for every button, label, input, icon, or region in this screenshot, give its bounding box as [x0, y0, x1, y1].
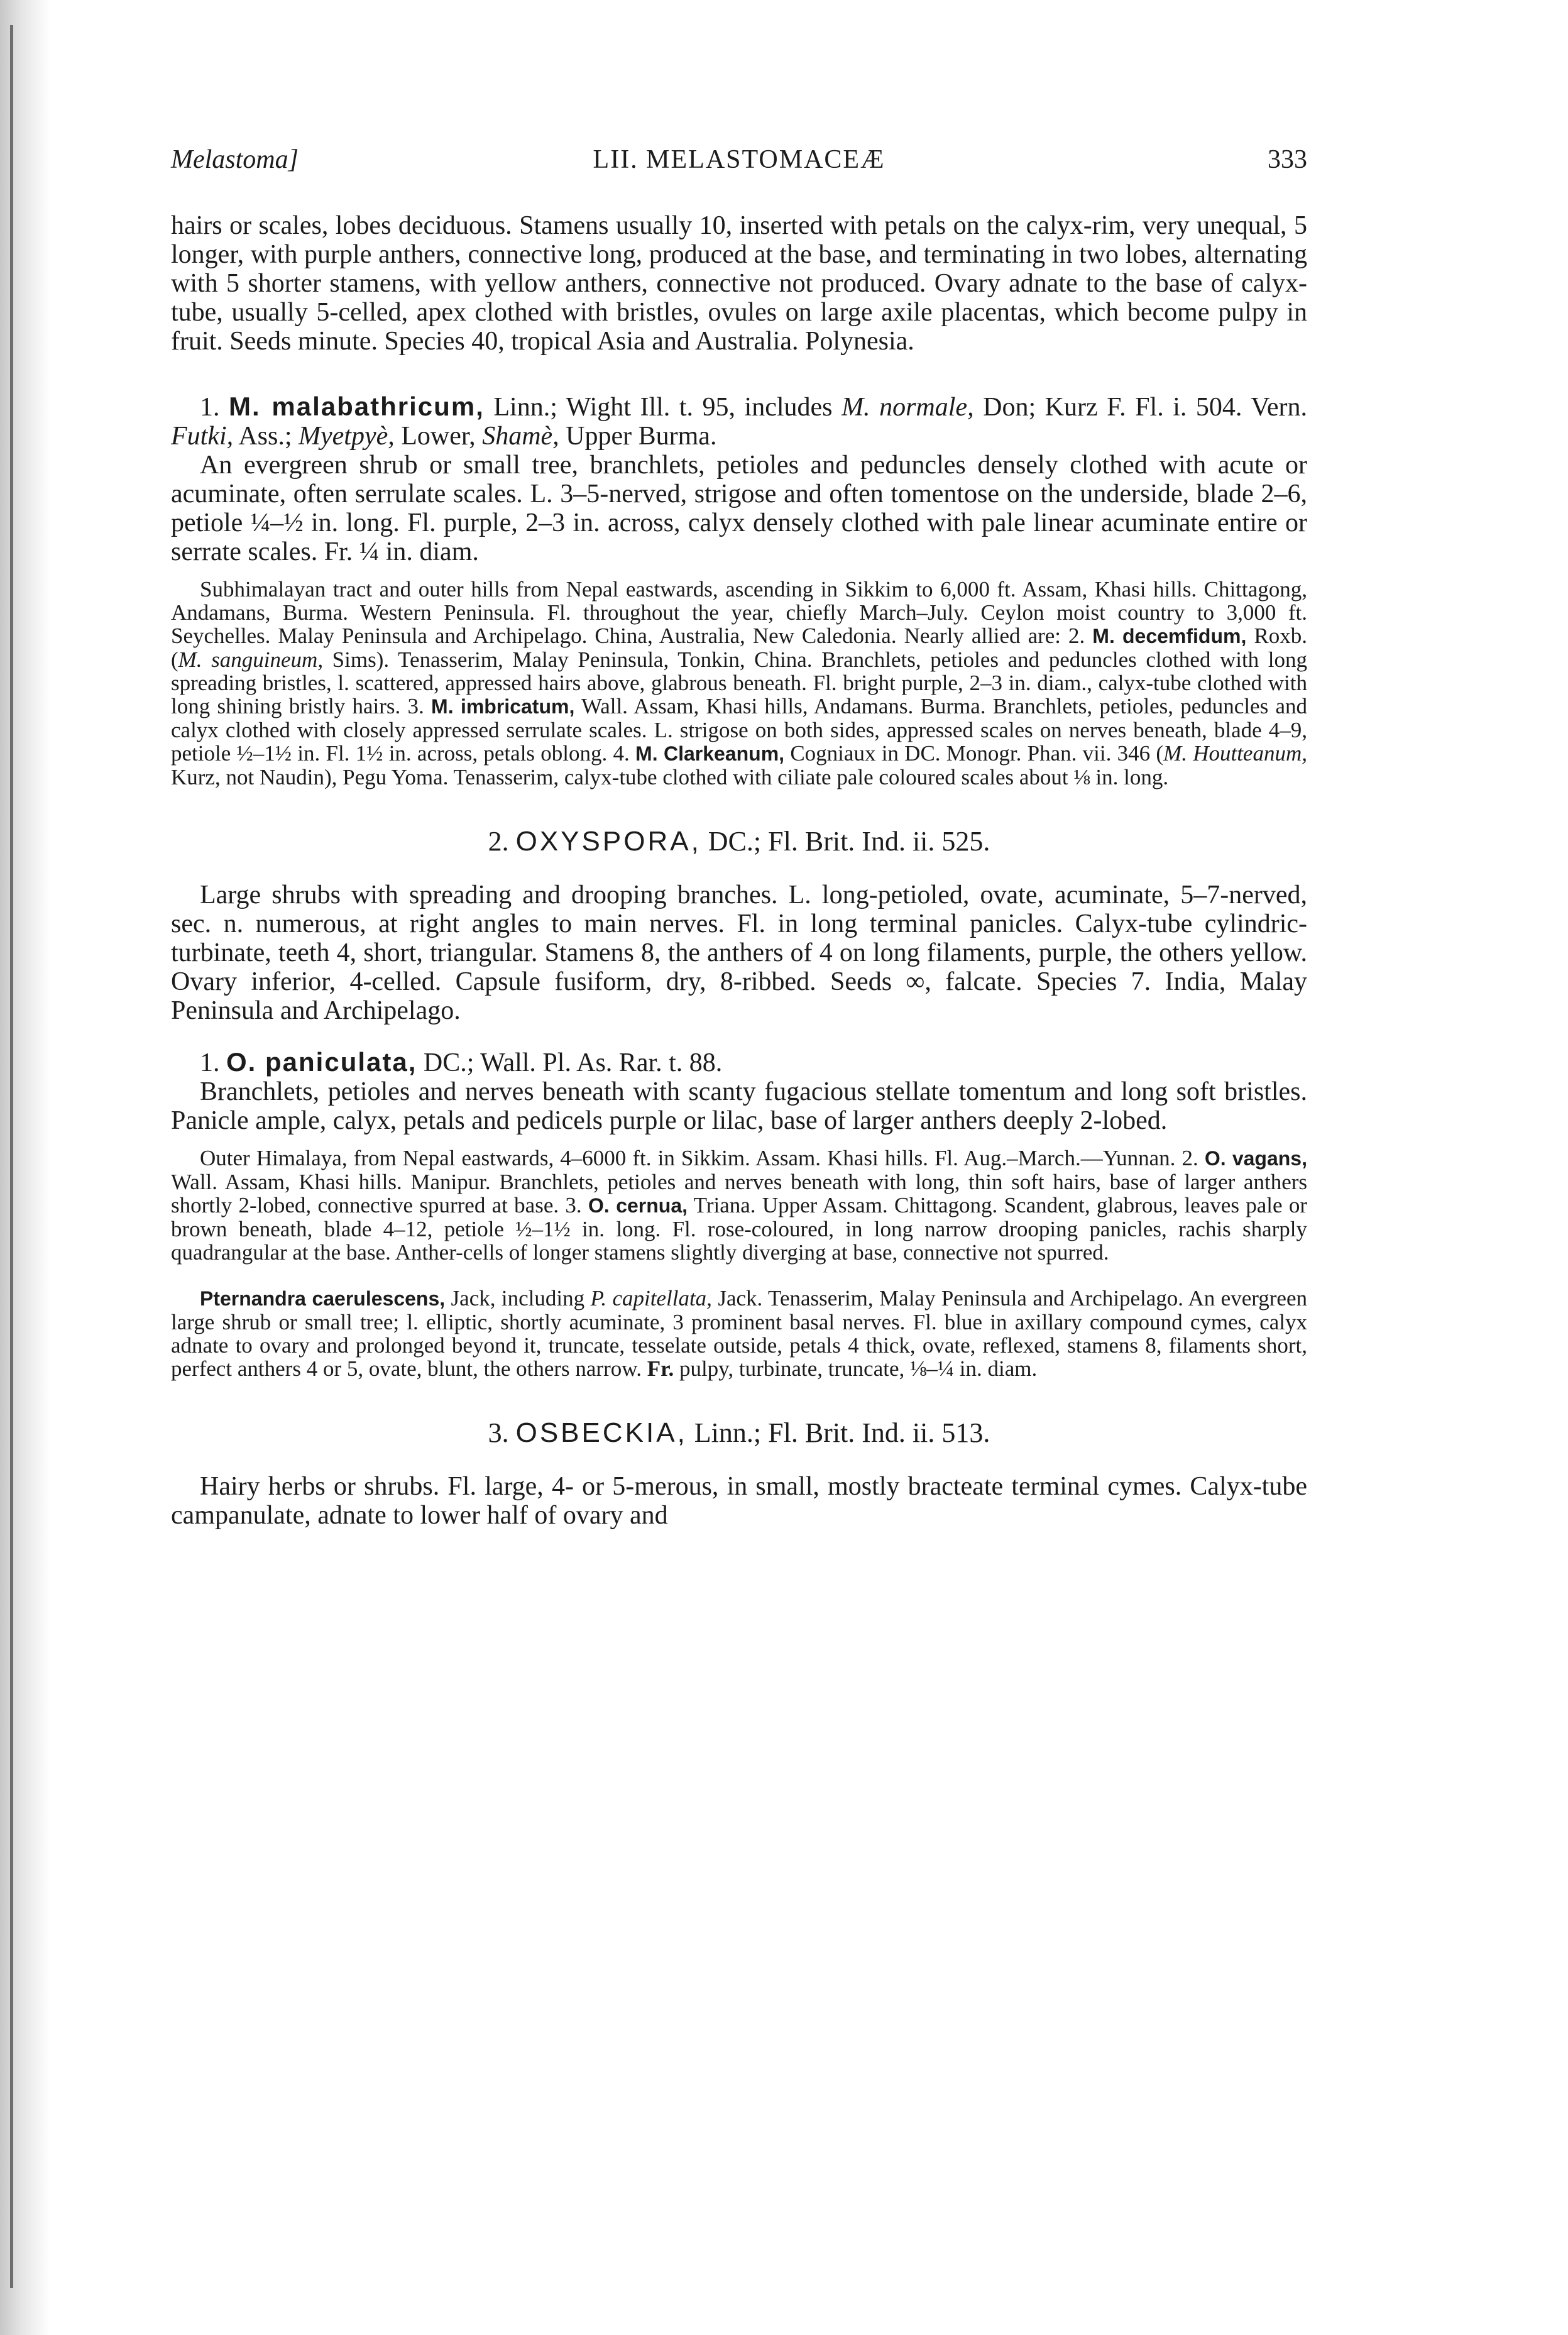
note-text: Triana. Upper Assam. Chittagong. Scandent, glabrous, leaves pale or brown beneath, blade 4–12, petiole ½–1½ in. long. Fl. rose-coloured, in long narrow drooping panicles, rachis sharply quadrangular at the base. Anther-cells of longer stamens slightly diverging at base, connective not spurred.: [171, 1193, 1307, 1265]
species-heading-paniculata: [171, 1048, 1307, 1077]
page-content: [171, 145, 1307, 1530]
species-number: 1.: [200, 1048, 220, 1077]
genus-number: 3.: [488, 1417, 509, 1448]
note-text: Outer Himalaya, from Nepal eastwards, 4–6000 ft. in Sikkim. Assam. Khasi hills. Fl. Aug.–March.—Yunnan. 2.: [200, 1146, 1205, 1170]
vernacular-name: Futki,: [171, 422, 234, 451]
synonym-name: M. Houtteanum,: [1163, 741, 1307, 766]
genus-name: OXYSPORA,: [515, 826, 701, 857]
genus-number: 2.: [488, 826, 509, 857]
allied-species-name: M. decemfidum,: [1092, 625, 1247, 647]
vernacular-name: Shamè,: [482, 422, 559, 451]
vernacular-name: Myetpyè,: [299, 422, 395, 451]
synonym-name: M. sanguineum,: [178, 647, 324, 672]
note-text: pulpy, turbinate, truncate, ⅛–¼ in. diam.: [674, 1356, 1038, 1381]
note-text: Wall. Assam, Khasi hills, Andamans. Burma. Branchlets, petioles, peduncles and calyx clothed with closely appressed serrulate scales. L. strigose on both sides, appressed scales on nerves beneath, blade 4–9, petiole ½–1½ in. Fl. 1½ in. across, petals oblong. 4.: [171, 694, 1307, 766]
species-heading-malabathricum: [171, 392, 1307, 451]
citation-text: Lower,: [394, 422, 483, 451]
allied-species-name: M. Clarkeanum,: [635, 742, 785, 765]
note-text: Kurz, not Naudin), Pegu Yoma. Tenasserim, calyx-tube clothed with ciliate pale coloured scales about ⅛ in. long.: [171, 765, 1169, 789]
citation-text: Linn.; Wight Ill. t. 95, includes: [484, 393, 842, 422]
allied-species-name: M. imbricatum,: [431, 695, 575, 718]
note-text: Roxb. (: [171, 624, 1307, 672]
distribution-note-malabathricum: [171, 578, 1307, 789]
genus-citation: Linn.; Fl. Brit. Ind. ii. 513.: [687, 1417, 990, 1448]
binding-rule: [10, 25, 13, 2288]
genus-heading-osbeckia: [171, 1417, 1307, 1449]
page-number: 333: [1268, 145, 1307, 174]
citation-text: Upper Burma.: [559, 422, 717, 451]
fruit-label: Fr.: [647, 1356, 674, 1381]
note-text: Jack, including: [445, 1286, 591, 1310]
citation-text: Ass.;: [233, 422, 299, 451]
genus-heading-oxyspora: [171, 825, 1307, 858]
note-text: Subhimalayan tract and outer hills from Nepal eastwards, ascending in Sikkim to 6,000 ft. Assam, Khasi hills. Chittagong, Andamans, Burma. Western Peninsula. Fl. throughout the year, chiefly March–July. Ceylon moist country to 3,000 ft. Seychelles. Malay Peninsula and Archipelago. China, Australia, New Caledonia. Nearly allied are: 2.: [171, 577, 1307, 648]
oxyspora-genus-description: Large shrubs with spreading and drooping branches. L. long-petioled, ovate, acuminate, 5–7-nerved, sec. n. numerous, at right angles to main nerves. Fl. in long terminal panicles. Calyx-tube cylindric-turbinate, teeth 4, short, triangular. Stamens 8, the anthers of 4 on long filaments, purple, the others yellow. Ovary inferior, 4-celled. Capsule fusiform, dry, 8-ribbed. Seeds ∞, falcate. Species 7. India, Malay Peninsula and Archipelago.: [171, 881, 1307, 1025]
note-text: Cogniaux in DC. Monogr. Phan. vii. 346 (: [784, 741, 1164, 766]
species-description-malabathricum: An evergreen shrub or small tree, branchlets, petioles and peduncles densely clothed with acute or acuminate, often serrulate scales. L. 3–5-nerved, strigose and often tomentose on the underside, blade 2–6, petiole ¼–½ in. long. Fl. purple, 2–3 in. across, calyx densely clothed with pale linear acuminate entire or serrate scales. Fr. ¼ in. diam.: [171, 451, 1307, 566]
species-description-paniculata: Branchlets, petioles and nerves beneath with scanty fugacious stellate tomentum and long soft bristles. Panicle ample, calyx, petals and pedicels purple or lilac, base of larger anthers deeply 2-lobed.: [171, 1077, 1307, 1135]
species-name: O. paniculata,: [226, 1047, 417, 1077]
genus-name: OSBECKIA,: [515, 1417, 688, 1448]
allied-species-name: O. vagans,: [1204, 1147, 1307, 1170]
note-species-name: Pternandra caerulescens,: [200, 1287, 446, 1310]
citation-text: Don; Kurz F. Fl. i. 504. Vern.: [973, 393, 1307, 422]
species-number: 1.: [200, 393, 220, 422]
header-genus: Melastoma]: [171, 145, 299, 174]
running-header: [171, 145, 1307, 189]
allied-species-name: O. cernua,: [588, 1194, 688, 1217]
genus-citation: DC.; Fl. Brit. Ind. ii. 525.: [701, 826, 990, 857]
note-text: Jack. Tenasserim, Malay Peninsula and Archipelago. An evergreen large shrub or small tree; l. elliptic, shortly acuminate, 3 prominent basal nerves. Fl. blue in axillary compound cymes, calyx adnate to ovary and prolonged beyond it, truncate, tesselate outside, petals 4 thick, ovate, reflexed, stamens 8, filaments short, perfect anthers 4 or 5, ovate, blunt, the others narrow.: [171, 1286, 1307, 1381]
citation-text: DC.; Wall. Pl. As. Rar. t. 88.: [417, 1048, 723, 1077]
species-name: M. malabathricum,: [229, 392, 485, 421]
melastoma-genus-description: hairs or scales, lobes deciduous. Stamens usually 10, inserted with petals on the calyx-rim, very unequal, 5 longer, with purple anthers, connective long, produced at the base, and terminating in two lobes, alternating with 5 shorter stamens, with yellow anthers, connective not produced. Ovary adnate to the base of calyx-tube, usually 5-celled, apex clothed with bristles, ovules on large axile placentas, which become pulpy in fruit. Seeds minute. Species 40, tropical Asia and Australia. Polynesia.: [171, 211, 1307, 356]
citation-italic: M. normale,: [842, 393, 974, 422]
note-text: Sims). Tenasserim, Malay Peninsula, Tonkin, China. Branchlets, petioles and peduncles clothed with long spreading bristles, l. scattered, appressed hairs above, glabrous beneath. Fl. bright purple, 2–3 in. diam., calyx-tube clothed with long shining bristly hairs. 3.: [171, 647, 1308, 718]
pternandra-note: [171, 1287, 1307, 1380]
distribution-note-paniculata: [171, 1146, 1307, 1264]
osbeckia-genus-description: Hairy herbs or shrubs. Fl. large, 4- or 5-merous, in small, mostly bracteate terminal cymes. Calyx-tube campanulate, adnate to lower half of ovary and: [171, 1472, 1307, 1530]
note-text: Wall. Assam, Khasi hills. Manipur. Branchlets, petioles and nerves beneath with long, thin soft hairs, base of larger anthers shortly 2-lobed, connective spurred at base. 3.: [171, 1170, 1307, 1217]
header-family: LII. MELASTOMACEÆ: [593, 145, 885, 174]
synonym-name: P. capitellata,: [590, 1286, 712, 1310]
page-binding-edge: [0, 0, 50, 2335]
